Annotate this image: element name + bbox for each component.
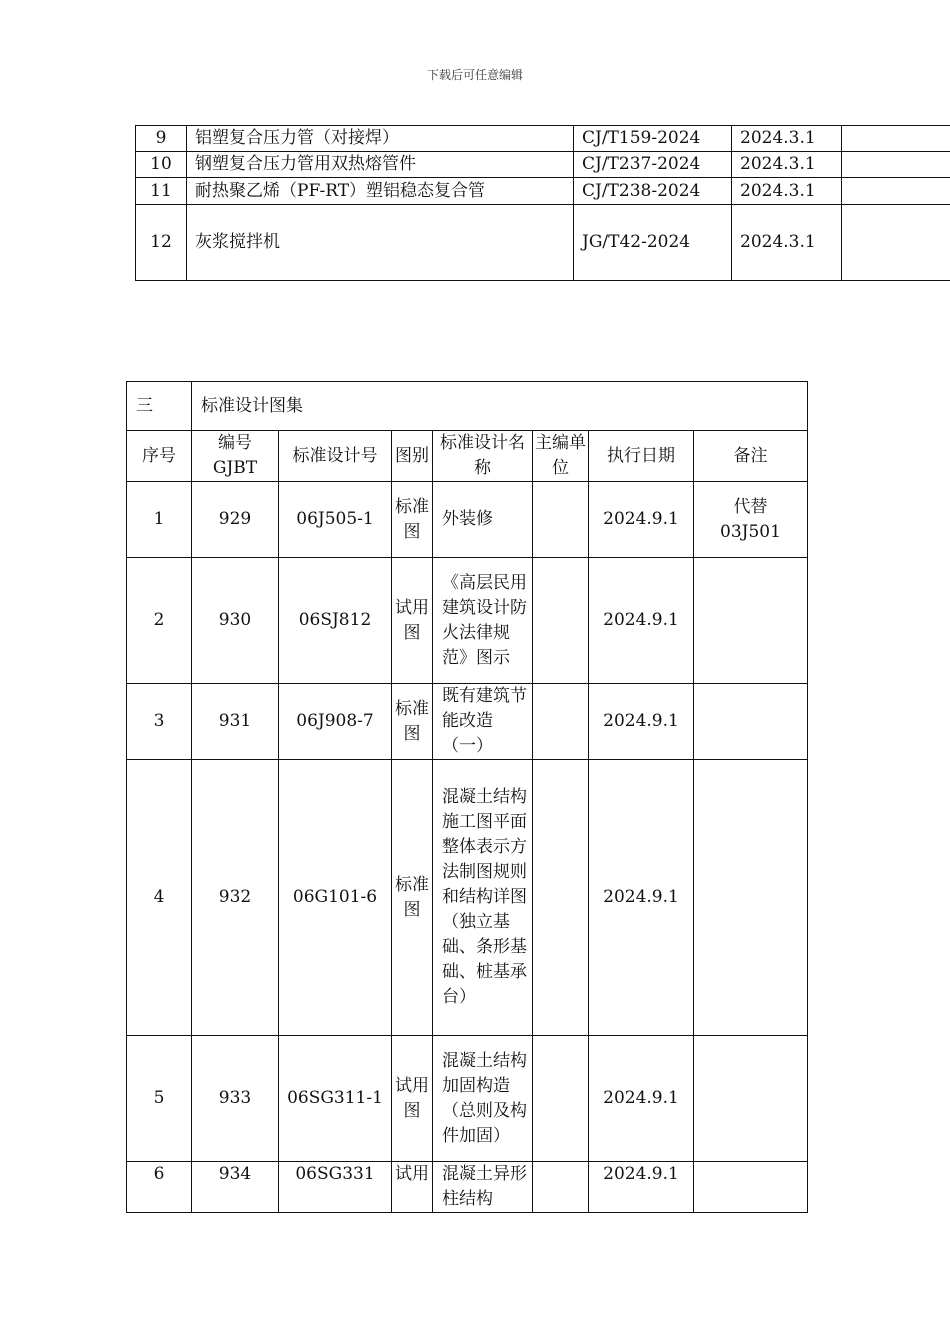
effective-date: 2024.3.1 bbox=[732, 126, 842, 152]
design-code: 06SG331 bbox=[279, 1162, 392, 1213]
standard-name: 钢塑复合压力管用双热熔管件 bbox=[187, 152, 574, 178]
standard-name: 铝塑复合压力管（对接焊） bbox=[187, 126, 574, 152]
remark bbox=[842, 178, 950, 205]
effective-date: 2024.9.1 bbox=[589, 1036, 694, 1162]
page-header-note: 下载后可任意编辑 bbox=[426, 68, 523, 82]
editor-unit bbox=[533, 1036, 589, 1162]
design-name: 《高层民用建筑设计防火法律规范》图示 bbox=[433, 558, 533, 684]
row-no: 11 bbox=[136, 178, 187, 205]
editor-unit bbox=[533, 558, 589, 684]
table-row bbox=[136, 126, 950, 152]
row-no: 3 bbox=[127, 684, 192, 760]
col-header-type: 图别 bbox=[392, 431, 433, 482]
design-code: 06G101-6 bbox=[279, 760, 392, 1036]
row-no: 1 bbox=[127, 482, 192, 558]
row-no: 4 bbox=[127, 760, 192, 1036]
effective-date: 2024.9.1 bbox=[589, 482, 694, 558]
remark bbox=[694, 558, 808, 684]
col-header-date: 执行日期 bbox=[589, 431, 694, 482]
remark bbox=[694, 760, 808, 1036]
gjbt-no: 929 bbox=[192, 482, 279, 558]
effective-date: 2024.9.1 bbox=[589, 1162, 694, 1213]
design-code: 06J908-7 bbox=[279, 684, 392, 760]
col-header-no: 序号 bbox=[127, 431, 192, 482]
standards-table-continued bbox=[135, 125, 950, 281]
remark bbox=[694, 1036, 808, 1162]
drawing-type: 标准图 bbox=[392, 760, 433, 1036]
standard-name: 耐热聚乙烯（PF-RT）塑铝稳态复合管 bbox=[187, 178, 574, 205]
editor-unit bbox=[533, 1162, 589, 1213]
effective-date: 2024.9.1 bbox=[589, 760, 694, 1036]
section-title: 标准设计图集 bbox=[192, 382, 808, 431]
header-row bbox=[127, 431, 808, 482]
standard-code: CJ/T237-2024 bbox=[574, 152, 732, 178]
table-row bbox=[127, 684, 808, 760]
gjbt-no: 934 bbox=[192, 1162, 279, 1213]
row-no: 2 bbox=[127, 558, 192, 684]
row-no: 6 bbox=[127, 1162, 192, 1213]
remark: 代替 03J501 bbox=[694, 482, 808, 558]
table-row bbox=[136, 205, 950, 281]
editor-unit bbox=[533, 684, 589, 760]
drawing-type: 标准图 bbox=[392, 684, 433, 760]
design-code: 06SG311-1 bbox=[279, 1036, 392, 1162]
table-row bbox=[127, 1036, 808, 1162]
table-row bbox=[127, 558, 808, 684]
gjbt-no: 932 bbox=[192, 760, 279, 1036]
design-name: 混凝土结构施工图平面整体表示方法制图规则和结构详图（独立基础、条形基础、桩基承台） bbox=[433, 760, 533, 1036]
drawing-type: 试用图 bbox=[392, 558, 433, 684]
row-no: 5 bbox=[127, 1036, 192, 1162]
design-code: 06SJ812 bbox=[279, 558, 392, 684]
gjbt-no: 931 bbox=[192, 684, 279, 760]
gjbt-no: 930 bbox=[192, 558, 279, 684]
design-name: 外装修 bbox=[433, 482, 533, 558]
table-row bbox=[127, 482, 808, 558]
remark bbox=[842, 126, 950, 152]
gjbt-no: 933 bbox=[192, 1036, 279, 1162]
standard-design-atlas-table bbox=[126, 381, 808, 1213]
standard-code: JG/T42-2024 bbox=[574, 205, 732, 281]
section-row bbox=[127, 382, 808, 431]
effective-date: 2024.9.1 bbox=[589, 558, 694, 684]
remark bbox=[842, 205, 950, 281]
table-row bbox=[136, 178, 950, 205]
remark bbox=[694, 1162, 808, 1213]
table-row bbox=[136, 152, 950, 178]
row-no: 9 bbox=[136, 126, 187, 152]
standard-code: CJ/T159-2024 bbox=[574, 126, 732, 152]
col-header-remark: 备注 bbox=[694, 431, 808, 482]
remark bbox=[694, 684, 808, 760]
design-code: 06J505-1 bbox=[279, 482, 392, 558]
col-header-design-name: 标准设计名称 bbox=[433, 431, 533, 482]
standard-code: CJ/T238-2024 bbox=[574, 178, 732, 205]
drawing-type: 试用图 bbox=[392, 1036, 433, 1162]
row-no: 10 bbox=[136, 152, 187, 178]
table-row bbox=[127, 760, 808, 1036]
design-name: 混凝土结构加固构造（总则及构件加固） bbox=[433, 1036, 533, 1162]
col-header-gjbt: 编号 GJBT bbox=[192, 431, 279, 482]
col-header-design-code: 标准设计号 bbox=[279, 431, 392, 482]
effective-date: 2024.3.1 bbox=[732, 205, 842, 281]
section-number: 三 bbox=[127, 382, 192, 431]
table-row bbox=[127, 1162, 808, 1213]
standard-name: 灰浆搅拌机 bbox=[187, 205, 574, 281]
col-header-editor-unit: 主编单位 bbox=[533, 431, 589, 482]
design-name: 既有建筑节能改造（一） bbox=[433, 684, 533, 760]
editor-unit bbox=[533, 482, 589, 558]
drawing-type: 试用 bbox=[392, 1162, 433, 1213]
effective-date: 2024.3.1 bbox=[732, 178, 842, 205]
editor-unit bbox=[533, 760, 589, 1036]
design-name: 混凝土异形柱结构 bbox=[433, 1162, 533, 1213]
effective-date: 2024.3.1 bbox=[732, 152, 842, 178]
drawing-type: 标准图 bbox=[392, 482, 433, 558]
remark bbox=[842, 152, 950, 178]
effective-date: 2024.9.1 bbox=[589, 684, 694, 760]
row-no: 12 bbox=[136, 205, 187, 281]
